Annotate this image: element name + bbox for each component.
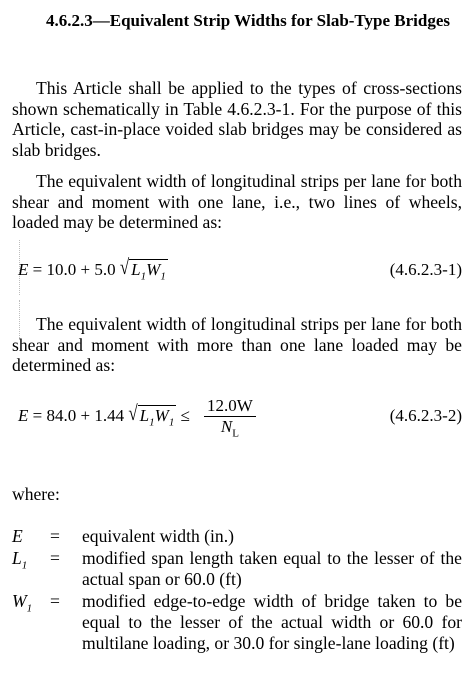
square-root: √ $L_1W_1$ — [119, 255, 166, 283]
definition-text: modified span length taken equal to the lesser of the actual span or 60.0 (ft) — [82, 548, 462, 589]
paragraph-one-lane: The equivalent width of longitudinal strips per lane for both shear and moment with one lane, i.e., two lines of wheels, loaded may be determined as: — [12, 171, 462, 232]
definition-text: equivalent width (in.) — [82, 526, 234, 546]
where-label: where: — [12, 484, 60, 504]
paragraph-multi-lane: The equivalent width of longitudinal strips per lane for both shear and moment with more than one lane loaded may be determined as: — [12, 314, 462, 375]
fraction — [204, 396, 256, 439]
equation-number: (4.6.2.3-2) — [389, 406, 462, 425]
definition-symbol: $L_1$ — [12, 548, 28, 572]
equation-multi-lane-body: E = 84.0 + 1.44 √ $L_1W_1$ ≤ — [18, 401, 190, 429]
fraction-denominator: $N_L$ — [220, 417, 239, 440]
definition-item: $W_1$ = modified edge-to-edge width of bridge taken to be equal to the lesser of the actual width or 60.0 for multilane loading, or 30.0 for single-lane loading (ft) — [12, 591, 462, 653]
equation-one-lane — [18, 255, 462, 302]
definition-item: E = equivalent width (in.) — [12, 526, 462, 547]
equation-multi-lane — [18, 398, 462, 458]
equation-number: (4.6.2.3-1) — [389, 260, 462, 279]
definition-item: $L_1$ = modified span length taken equal to the lesser of the actual span or 60.0 (ft) — [12, 548, 462, 589]
definitions-list — [12, 526, 462, 654]
definition-symbol: $W_1$ — [12, 591, 33, 615]
equation-one-lane-body: E = 10.0 + 5.0 √ $L_1W_1$ — [18, 255, 166, 283]
square-root: √ $L_1W_1$ — [128, 401, 175, 429]
section-heading: 4.6.2.3—Equivalent Strip Widths for Slab-Type Bridges — [46, 11, 450, 30]
definition-symbol: E — [12, 526, 23, 546]
definition-text: modified edge-to-edge width of bridge taken to be equal to the lesser of the actual width or 60.0 for multilane loading, or 30.0 for single-lane loading (ft) — [82, 591, 462, 653]
paragraph-intro: This Article shall be applied to the types of cross-sections shown schematically in Table 4.6.2.3-1. For the purpose of this Article, cast-in-place voided slab bridges may be considered as slab bridges. — [12, 78, 462, 160]
fraction-numerator: 12.0W — [204, 396, 256, 417]
